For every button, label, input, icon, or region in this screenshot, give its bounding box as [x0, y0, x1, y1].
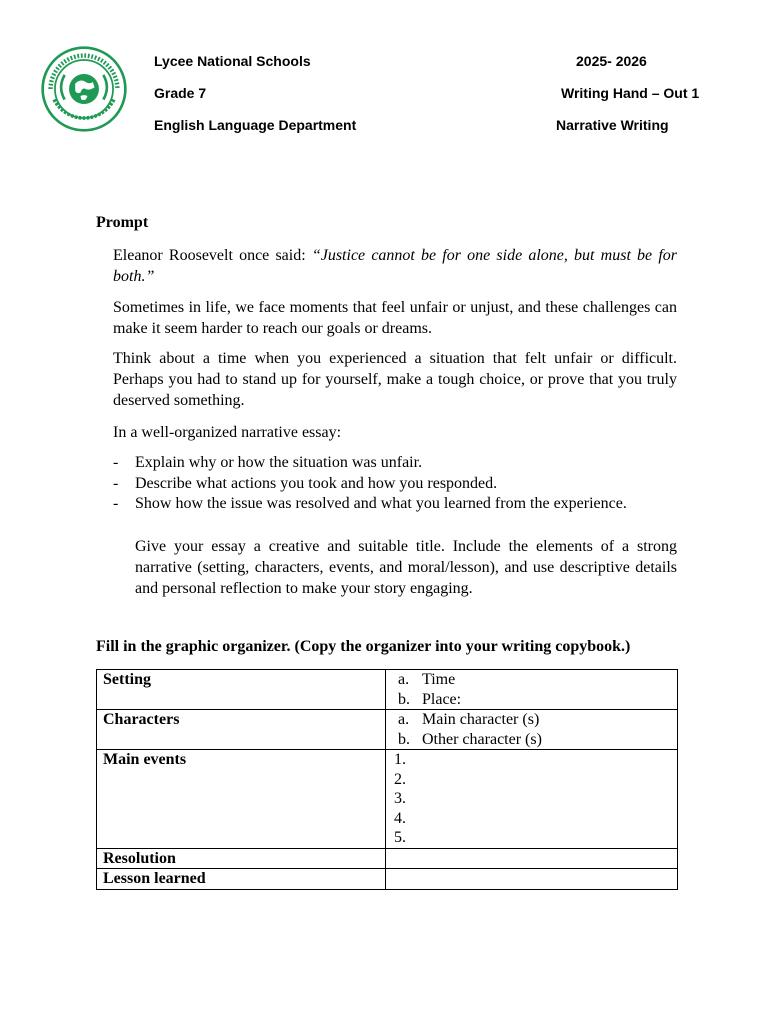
list-item: b. Place:: [398, 690, 462, 708]
list-item: 4.: [394, 809, 406, 827]
prompt-paragraph-5: Give your essay a creative and suitable title. Include the elements of a strong narrative (setting, characters, events, and moral/lesson), and use descriptive details and personal reflection to make your story engaging.: [135, 538, 677, 597]
list-item: a. Time: [398, 671, 456, 688]
row-cell-main-events: [386, 750, 678, 849]
prompt-heading: Prompt: [96, 214, 149, 231]
prompt-quote-paragraph: [113, 245, 677, 287]
school-name: Lycee National Schools: [154, 53, 311, 69]
prompt-paragraph-3: Think about a time when you experienced a situation that felt unfair or difficult. Perhaps you had to stand up for yourself, make a tough choice, or prove that you truly deserved something.: [113, 350, 677, 409]
row-cell-setting: [386, 670, 678, 710]
list-item-text: Explain why or how the situation was unfair.: [135, 454, 423, 471]
row-cell-lesson-learned: [386, 869, 678, 890]
graphic-organizer-table: [96, 669, 678, 890]
prompt-paragraph-4: In a well-organized narrative essay:: [113, 424, 342, 441]
organizer-heading: Fill in the graphic organizer. (Copy the organizer into your writing copybook.): [96, 638, 631, 655]
quote-intro: Eleanor Roosevelt once said:: [113, 247, 312, 264]
row-label-lesson-learned: Lesson learned: [97, 869, 386, 890]
table-row: [97, 848, 678, 869]
row-cell-characters: [386, 710, 678, 750]
roosevelt-quote: “Justice cannot be for one side alone, but must be for both.”: [113, 247, 677, 285]
list-item: - Describe what actions you took and how you responded.: [113, 474, 498, 492]
school-year: 2025- 2026: [576, 53, 647, 69]
school-seal-icon: [40, 45, 128, 133]
genre-label: Narrative Writing: [556, 117, 669, 133]
row-label-characters: Characters: [97, 710, 386, 750]
table-row: [97, 710, 678, 750]
table-row: [97, 670, 678, 710]
list-item: 5.: [394, 829, 406, 846]
list-item: - Explain why or how the situation was unfair.: [113, 454, 423, 471]
list-item-text: Describe what actions you took and how you responded.: [135, 474, 498, 492]
row-cell-resolution: [386, 848, 678, 869]
prompt-paragraph-2: Sometimes in life, we face moments that feel unfair or unjust, and these challenges can make it seem harder to reach our goals or dreams.: [113, 299, 677, 337]
table-row: [97, 869, 678, 890]
table-row: [97, 750, 678, 849]
list-item: a. Main character (s): [398, 711, 540, 728]
row-label-setting: Setting: [97, 670, 386, 710]
department-label: English Language Department: [154, 117, 357, 133]
grade-label: Grade 7: [154, 85, 207, 101]
list-item: - Show how the issue was resolved and what you learned from the experience.: [113, 495, 627, 512]
row-label-main-events: Main events: [97, 750, 386, 849]
essay-requirements-list: [113, 453, 677, 515]
list-item: 3.: [394, 790, 406, 807]
list-item: 2.: [394, 770, 406, 788]
handout-label: Writing Hand – Out 1: [561, 85, 700, 101]
list-item: b. Other character (s): [398, 730, 542, 748]
list-item: 1.: [394, 751, 406, 768]
list-item-text: Show how the issue was resolved and what you learned from the experience.: [135, 495, 627, 512]
row-label-resolution: Resolution: [97, 848, 386, 869]
